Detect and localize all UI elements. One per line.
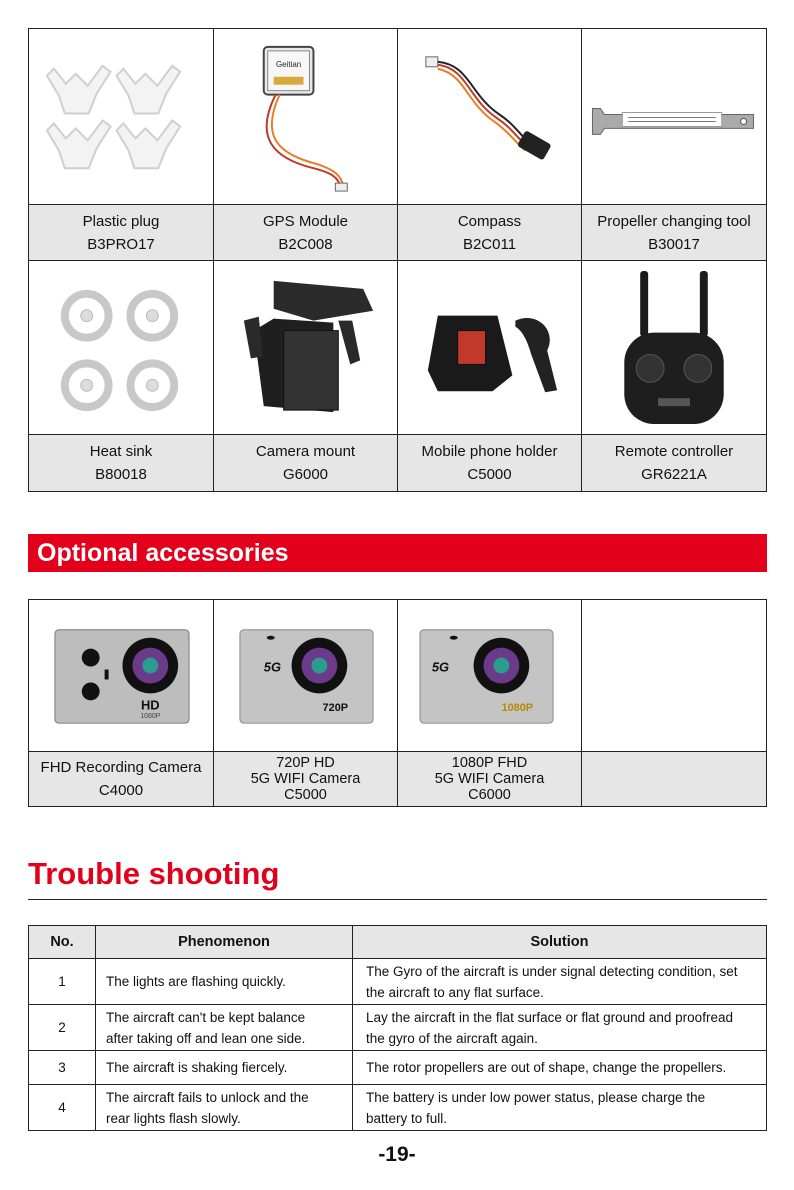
remote-controller-image	[582, 261, 766, 435]
phenomenon-line: The aircraft is shaking fiercely.	[106, 1060, 288, 1075]
table-header-row	[29, 926, 766, 959]
plastic-plug-image	[29, 29, 214, 205]
accessory-line: 5G WIFI Camera	[434, 771, 545, 787]
accessory-label	[214, 752, 398, 806]
row-phenomenon	[96, 1005, 353, 1050]
part-code: G6000	[282, 466, 329, 483]
row-phenomenon	[96, 1051, 353, 1084]
row-number: 4	[29, 1085, 96, 1130]
part-name: Mobile phone holder	[421, 443, 558, 460]
accessory-line: FHD Recording Camera	[40, 759, 202, 776]
parts-label-row	[29, 435, 766, 491]
part-code: B80018	[95, 466, 147, 483]
solution-line: Lay the aircraft in the flat surface or flat ground and proofread	[366, 1009, 733, 1025]
solution-line: the gyro of the aircraft again.	[366, 1030, 538, 1046]
720p-badge: 720P	[322, 702, 349, 715]
5g-logo: 5G	[431, 659, 450, 675]
row-phenomenon	[96, 1085, 353, 1130]
heat-sink-image	[29, 261, 214, 435]
plastic-plug-icon	[29, 29, 213, 204]
solution-line: The rotor propellers are out of shape, change the propellers.	[366, 1060, 727, 1075]
part-name: GPS Module	[262, 212, 349, 230]
header-no: No.	[29, 926, 96, 958]
part-label	[29, 435, 214, 491]
camera-mount-image	[214, 261, 398, 435]
compass-icon	[398, 29, 581, 204]
part-label	[398, 205, 582, 261]
part-label	[214, 435, 398, 491]
parts-label-row	[29, 205, 766, 261]
phenomenon-line: after taking off and lean one side.	[106, 1030, 306, 1046]
gps-module-image	[214, 29, 398, 205]
optional-accessories-table	[28, 599, 767, 807]
part-name: Camera mount	[255, 443, 356, 460]
accessory-label	[398, 752, 582, 806]
part-code: GR6221A	[641, 466, 707, 483]
table-row	[29, 1051, 766, 1085]
phone-holder-image	[398, 261, 582, 435]
heading-rule	[28, 899, 767, 900]
part-label	[398, 435, 582, 491]
gps-module-icon	[214, 29, 397, 204]
propeller-tool-icon	[582, 29, 766, 204]
phenomenon-line: The aircraft fails to unlock and the	[106, 1089, 309, 1105]
accessory-line: 1080P FHD	[451, 755, 528, 771]
phone-holder-icon	[398, 261, 581, 434]
accessory-image-row	[29, 600, 766, 752]
row-number: 1	[29, 959, 96, 1004]
part-name: Remote controller	[614, 443, 734, 460]
troubleshooting-heading: Trouble shooting	[28, 856, 280, 891]
row-solution	[353, 959, 766, 1004]
row-solution	[353, 1005, 766, 1050]
table-row	[29, 959, 766, 1005]
row-phenomenon	[96, 959, 353, 1004]
phenomenon-line: The aircraft can't be kept balance	[106, 1009, 306, 1025]
camera-720p-icon	[214, 600, 397, 751]
solution-line: The Gyro of the aircraft is under signal detecting condition, set	[366, 963, 738, 979]
part-label	[214, 205, 398, 261]
part-label	[582, 205, 766, 261]
parts-image-row	[29, 29, 766, 205]
accessory-label-empty	[582, 752, 766, 806]
part-code: B2C011	[462, 235, 517, 253]
accessory-label	[29, 752, 214, 806]
parts-table	[28, 28, 767, 492]
part-code: B30017	[648, 235, 700, 253]
camera-720p-image	[214, 600, 398, 752]
fhd-camera-image	[29, 600, 214, 752]
accessory-label-row	[29, 752, 766, 806]
5g-logo: 5G	[263, 659, 281, 675]
part-name: Heat sink	[89, 443, 153, 460]
part-name: Propeller changing tool	[597, 212, 751, 230]
accessory-line: C4000	[98, 782, 144, 799]
accessory-line: C6000	[468, 787, 511, 803]
part-name: Compass	[457, 212, 522, 230]
camera-mount-icon	[214, 261, 397, 434]
table-row	[29, 1085, 766, 1130]
part-code: B3PRO17	[87, 235, 155, 253]
part-label	[29, 205, 214, 261]
empty-accessory-cell	[582, 600, 766, 752]
propeller-tool-image	[582, 29, 766, 205]
row-solution	[353, 1051, 766, 1084]
troubleshooting-table	[28, 925, 767, 1131]
solution-line: the aircraft to any flat surface.	[366, 984, 544, 1000]
page-number: -19-	[378, 1143, 416, 1166]
hd-camera-icon	[29, 600, 213, 751]
remote-controller-icon	[582, 261, 766, 434]
part-code: C5000	[467, 466, 512, 483]
hd-badge: HD	[140, 697, 160, 713]
solution-line: battery to full.	[366, 1110, 448, 1126]
compass-image	[398, 29, 582, 205]
gps-logo-text: Geitian	[276, 59, 302, 69]
camera-1080p-icon	[398, 600, 581, 751]
solution-line: The battery is under low power status, please charge the	[366, 1089, 706, 1105]
row-number: 3	[29, 1051, 96, 1084]
part-code: B2C008	[278, 235, 333, 253]
accessory-line: C5000	[284, 787, 327, 803]
phenomenon-line: rear lights flash slowly.	[106, 1110, 241, 1126]
phenomenon-line: The lights are flashing quickly.	[106, 974, 286, 989]
table-row	[29, 1005, 766, 1051]
row-solution	[353, 1085, 766, 1130]
accessory-line: 5G WIFI Camera	[250, 771, 361, 787]
row-number: 2	[29, 1005, 96, 1050]
optional-accessories-heading: Optional accessories	[28, 534, 767, 572]
accessory-line: 720P HD	[276, 755, 335, 771]
part-label	[582, 435, 766, 491]
heat-sink-icon	[29, 261, 213, 434]
camera-1080p-image	[398, 600, 582, 752]
hd-badge-sub: 1080P	[140, 713, 161, 721]
header-phenomenon: Phenomenon	[96, 926, 353, 958]
parts-image-row	[29, 261, 766, 435]
header-solution: Solution	[353, 926, 766, 958]
1080p-badge: 1080P	[501, 702, 534, 715]
part-name: Plastic plug	[82, 212, 160, 230]
